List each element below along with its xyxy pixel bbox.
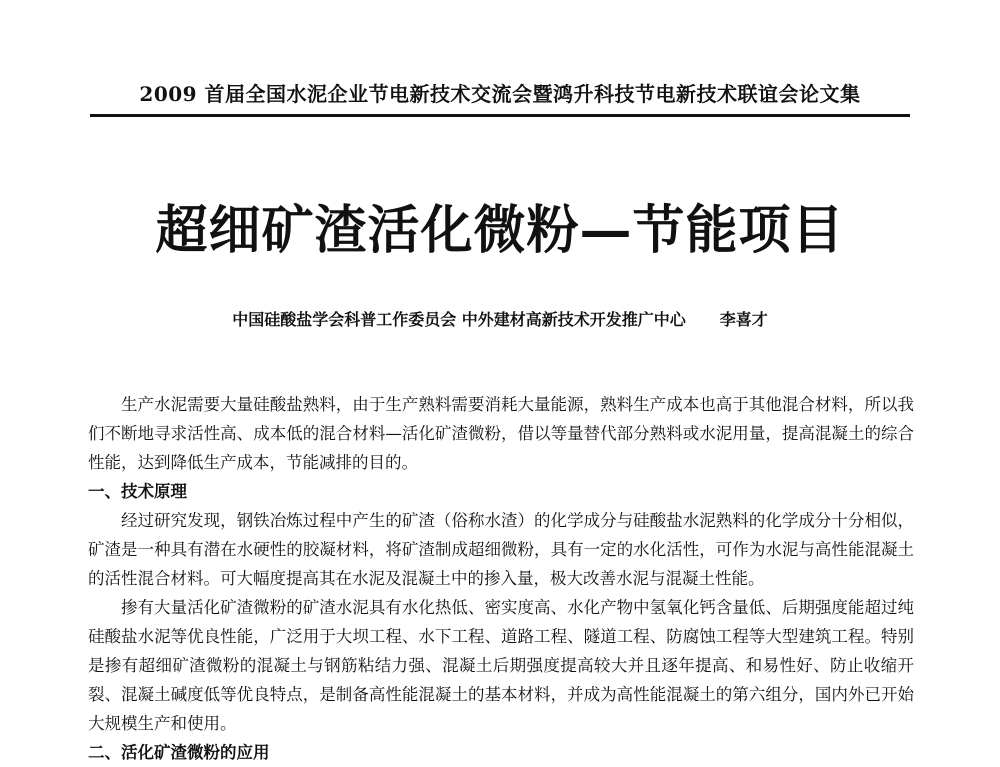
section-heading-principle: 一、技术原理 [88,482,187,501]
header-rule [90,114,910,117]
running-header: 2009 首届全国水泥企业节电新技术交流会暨鸿升科技节电新技术联谊会论文集 [139,82,861,106]
principle-paragraph-2: 掺有大量活化矿渣微粉的矿渣水泥具有水化热低、密实度高、水化产物中氢氧化钙含量低、后期强度能超过纯硅酸盐水泥等优良性能，广泛用于大坝工程、水下工程、道路工程、隧道工程、防腐蚀工程等大型建筑工程。特别是掺有超细矿渣微粉的混凝土与钢筋粘结力强、混凝土后期强度提高较大并且逐年提高、和易性好、防止收缩开裂、混凝土碱度低等优良特点，是制备高性能混凝土的基本材料，并成为高性能混凝土的第六组分，国内外已开始大规模生产和使用。 [88,598,914,733]
byline-organizations: 中国硅酸盐学会科普工作委员会 中外建材高新技术开发推广中心 [232,310,686,329]
section-heading-application: 二、活化矿渣微粉的应用 [88,743,270,762]
article-title: 超细矿渣活化微粉—节能项目 [155,200,845,261]
article-body [88,390,914,767]
intro-paragraph: 生产水泥需要大量硅酸盐熟料，由于生产熟料需要消耗大量能源，熟料生产成本也高于其他混合材料，所以我们不断地寻求活性高、成本低的混合材料—活化矿渣微粉，借以等量替代部分熟料或水泥用量，提高混凝土的综合性能，达到降低生产成本，节能减排的目的。 [88,395,914,472]
principle-paragraph-1: 经过研究发现，钢铁冶炼过程中产生的矿渣（俗称水渣）的化学成分与硅酸盐水泥熟料的化学成分十分相似，矿渣是一种具有潜在水硬性的胶凝材料，将矿渣制成超细微粉，具有一定的水化活性，可作为水泥与高性能混凝土的活性混合材料。可大幅度提高其在水泥及混凝土中的掺入量，极大改善水泥与混凝土性能。 [88,511,914,588]
byline [90,307,910,330]
byline-author: 李喜才 [719,310,768,329]
